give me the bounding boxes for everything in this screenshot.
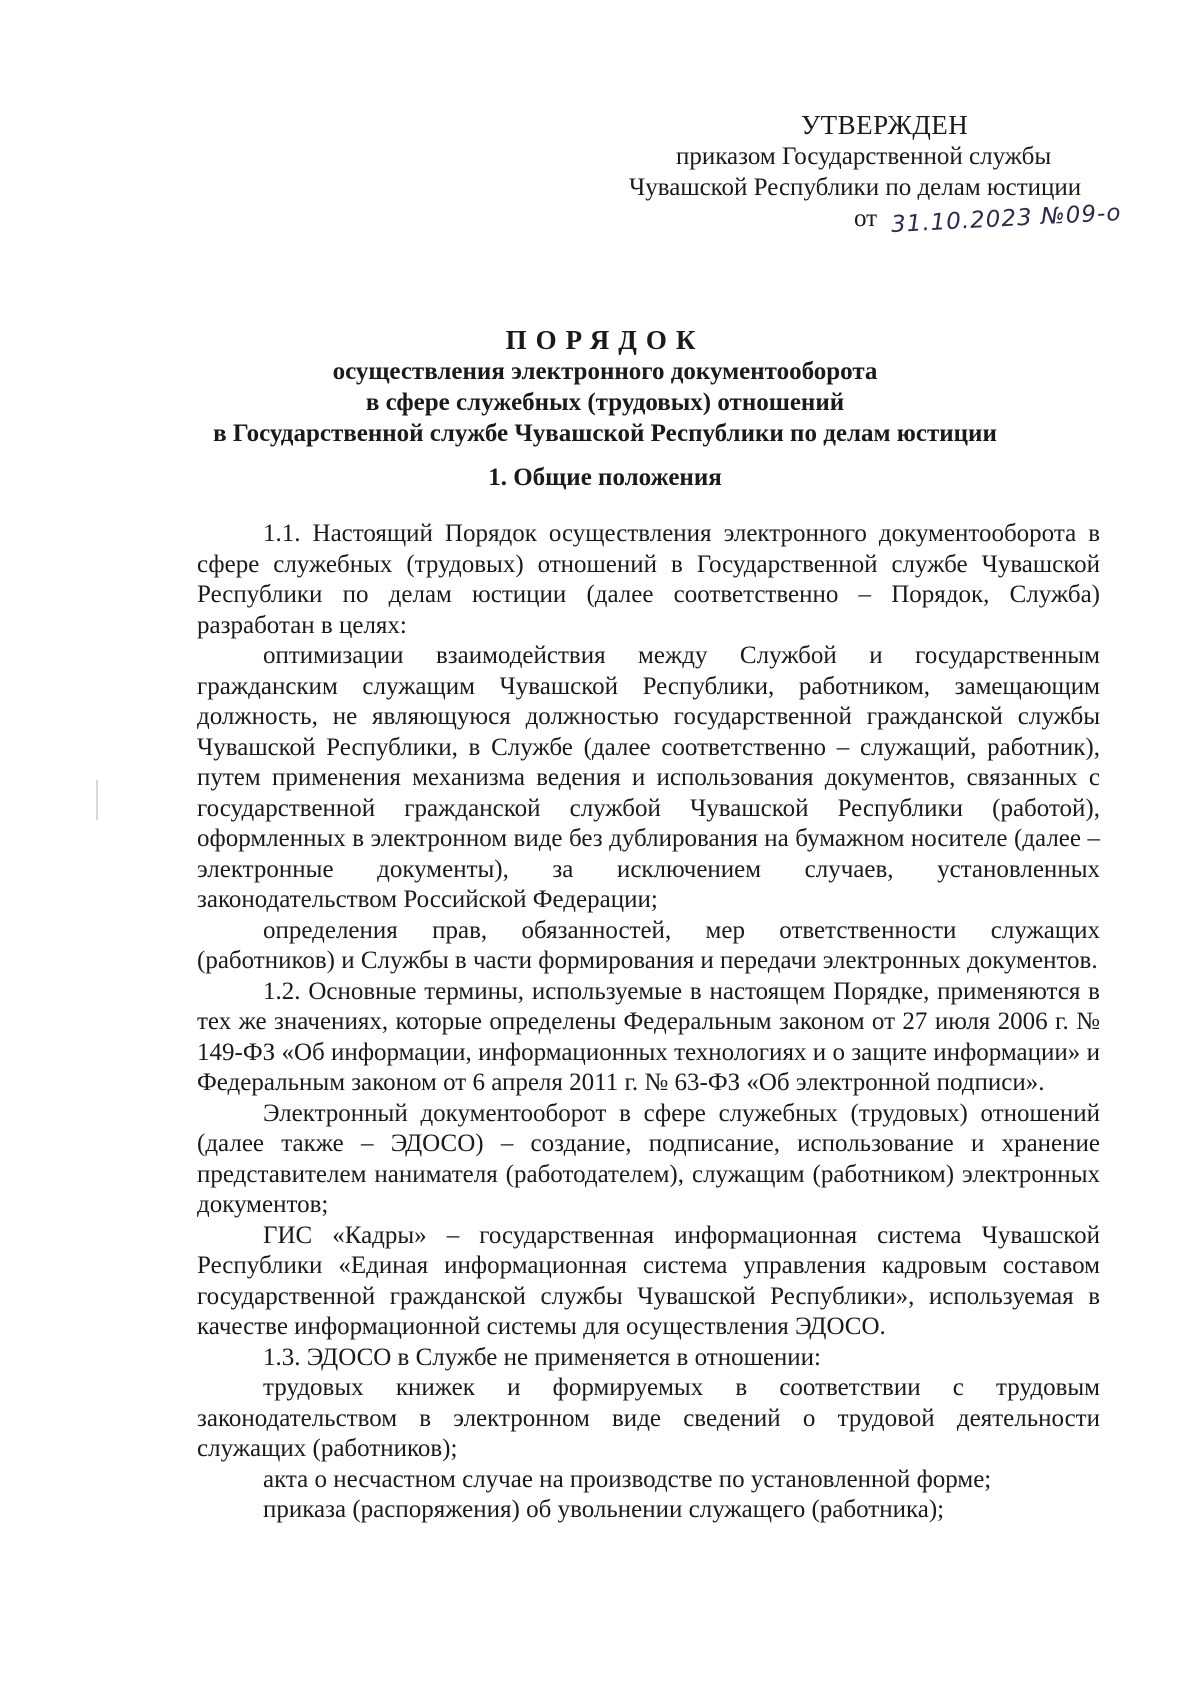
body-text xyxy=(197,519,1100,1526)
paragraph: 1.2. Основные термины, используемые в настоящем Порядке, применяются в тех же значениях, которые определены Федеральным законом от 27 июля 2006 г. № 149-ФЗ «Об информации, информационных технологиях и о защите информации» и Федеральным законом от 6 апреля 2011 г. № 63-ФЗ «Об электронной подписи». xyxy=(197,977,1100,1096)
paragraph: акта о несчастном случае на производстве по установленной форме; xyxy=(263,1465,992,1493)
scan-artifact-mark xyxy=(96,780,98,820)
title-line-1: осуществления электронного документооборота xyxy=(332,358,878,385)
paragraph: трудовых книжек и формируемых в соответствии с трудовым законодательством в электронном виде сведений о трудовой деятельности служащих (работников); xyxy=(197,1374,1100,1462)
approval-date-prefix: от xyxy=(854,205,878,232)
paragraph: ГИС «Кадры» – государственная информационная система Чувашской Республики «Единая информационная система управления кадровым составом государственной гражданской службы Чувашской Республики», используемая в качестве информационной системы для осуществления ЭДОСО. xyxy=(197,1221,1100,1340)
paragraph: определения прав, обязанностей, мер ответственности служащих (работников) и Службы в части формирования и передачи электронных документов. xyxy=(197,916,1100,974)
title-main: ПОРЯДОК xyxy=(505,325,705,355)
paragraph: 1.1. Настоящий Порядок осуществления электронного документооборота в сфере служебных (трудовых) отношений в Государственной службе Чувашской Республики по делам юстиции (далее соответственно – Порядок, Служба) разработан в целях: xyxy=(197,520,1100,639)
approval-date-line xyxy=(600,199,1160,239)
title-line-2: в сфере служебных (трудовых) отношений xyxy=(365,389,845,416)
handwritten-date-number: 31.10.2023 №09-о xyxy=(890,199,1123,239)
paragraph: 1.3. ЭДОСО в Службе не применяется в отношении: xyxy=(263,1343,822,1371)
section-heading: 1. Общие положения xyxy=(488,464,722,491)
title-line-3: в Государственной службе Чувашской Республики по делам юстиции xyxy=(213,420,997,447)
approval-block xyxy=(600,110,1160,239)
approval-agency-line: Чувашской Республики по делам юстиции xyxy=(629,174,1082,201)
document-title xyxy=(110,325,1100,449)
paragraph: Электронный документооборот в сфере служебных (трудовых) отношений (далее также – ЭДОСО) – создание, подписание, использование и хранение представителем нанимателя (работодателем), служащим (работником) электронных документов; xyxy=(197,1099,1100,1218)
approval-stamp-title: УТВЕРЖДЕН xyxy=(801,110,969,140)
approval-order-line: приказом Государственной службы xyxy=(676,143,1052,170)
paragraph: приказа (распоряжения) об увольнении служащего (работника); xyxy=(263,1496,945,1523)
paragraph: оптимизации взаимодействия между Службой и государственным гражданским служащим Чувашской Республики, работником, замещающим должность, не являющуюся должностью государственной гражданской службы Чувашской Республики, в Службе (далее соответственно – служащий, работник), путем применения механизма ведения и использования документов, связанных с государственной гражданской службой Чувашской Республики (работой), оформленных в электронном виде без дублирования на бумажном носителе (далее – электронные документы), за исключением случаев, установленных законодательством Российской Федерации; xyxy=(197,642,1100,913)
